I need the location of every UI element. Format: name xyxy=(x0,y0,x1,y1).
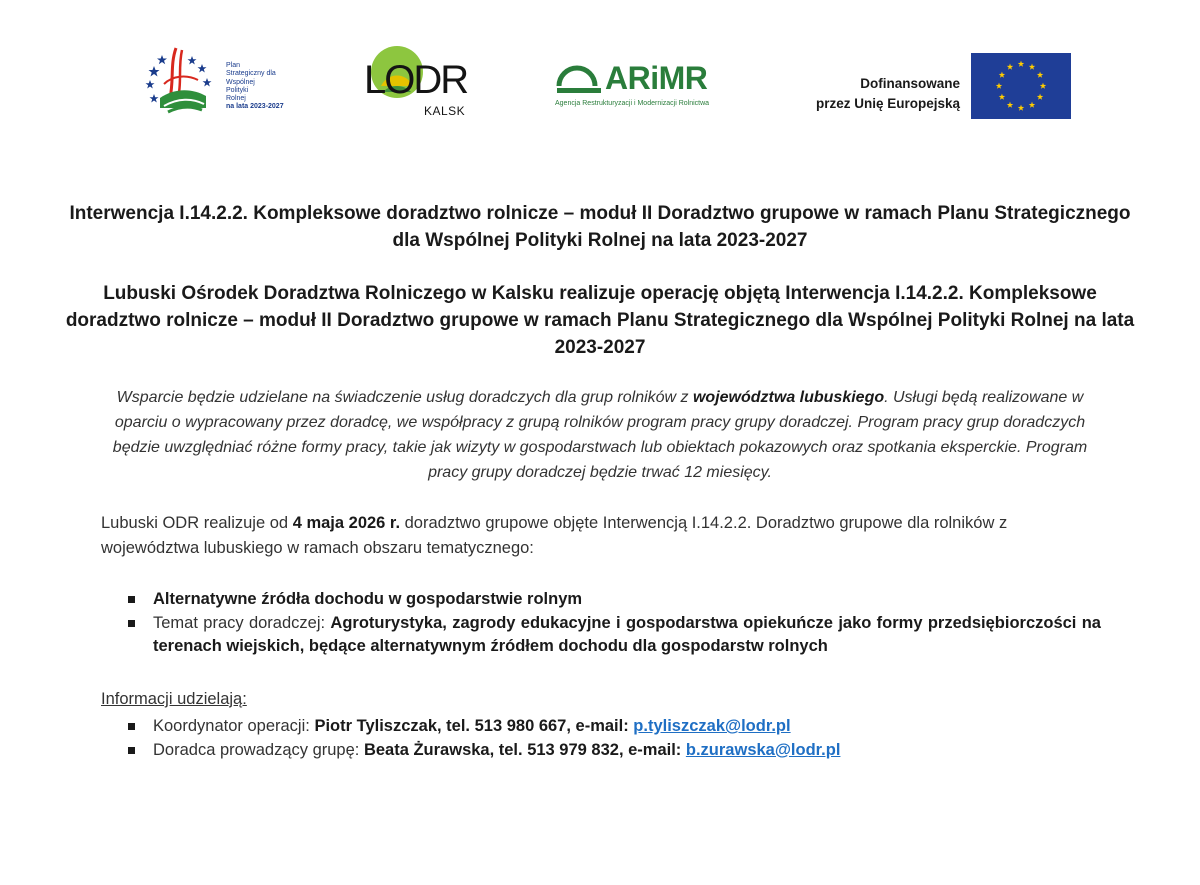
psp-text-line: Plan xyxy=(226,62,241,69)
psp-text-line: Polityki xyxy=(226,86,249,94)
contact-item xyxy=(101,715,1101,739)
intro-text: . Usługi będą realizowane w oparciu o wypracowany przez doradcę, we współpracy z grupą rolników program pracy grupy doradczej. Program pracy grup doradczych będzie uwzględniać różne formy pracy, takie jak wizyty w gospodarstwach lub obiektach pokazowych oraz spotkania eksperckie. Program pracy grupy doradczej będzie trwać 12 miesięcy. xyxy=(112,389,1088,481)
cofinancing-line: przez Unię Europejską xyxy=(815,96,960,111)
eu-flag-icon xyxy=(971,53,1071,119)
psp-text-line: Rolnej xyxy=(226,95,246,103)
contact-role: Doradca prowadzący grupę: xyxy=(153,740,364,759)
lodr-wordmark: LODR xyxy=(364,58,468,102)
cofinancing-line: Dofinansowane xyxy=(860,76,960,91)
start-date: 4 maja 2026 r. xyxy=(292,514,401,532)
arimr-subtitle: Agencja Restrukturyzacji i Modernizacji Rolnictwa xyxy=(555,100,710,107)
advisor-email-link[interactable]: b.zurawska@lodr.pl xyxy=(685,740,841,759)
cofinancing-text xyxy=(790,74,960,114)
lodr-logo xyxy=(360,42,475,122)
program-text: doradztwo grupowe objęte Interwencją I.14.2.2. Doradztwo grupowe dla rolników z województwa lubuskiego w ramach obszaru tematycznego: xyxy=(101,514,1008,557)
psp-emblem-icon xyxy=(140,40,220,120)
contact-item xyxy=(101,739,1101,763)
program-paragraph xyxy=(101,511,1101,561)
coordinator-email-link[interactable]: p.tyliszczak@lodr.pl xyxy=(633,717,791,735)
topic-description: Agroturystyka, zagrody edukacyjne i gospodarstwa opiekuńcze jako formy przedsiębiorczości na terenach wiejskich, będące alternatywnym źródłem dochodu dla gospodarstw rolnych xyxy=(153,613,1101,655)
arimr-emblem-icon xyxy=(555,62,605,98)
topic-title: Alternatywne źródła dochodu w gospodarstwie rolnym xyxy=(153,590,583,608)
psp-logo-text xyxy=(226,62,306,112)
logo-strip xyxy=(0,0,1200,140)
psp-text-line: Strategiczny dla xyxy=(226,70,276,78)
main-heading: Interwencja I.14.2.2. Kompleksowe doradztwo rolnicze – moduł II Doradztwo grupowe w ramach Planu Strategicznego dla Wspólnej Polityki Rolnej na lata 2023-2027 xyxy=(69,203,1131,251)
intro-region-bold: województwa lubuskiego xyxy=(692,389,885,406)
contact-details: Beata Żurawska, tel. 513 979 832, e-mail: xyxy=(363,740,686,759)
bullet-icon xyxy=(128,620,135,627)
intro-text: Wsparcie będzie udzielane na świadczenie usług doradczych dla grup rolników z xyxy=(116,389,693,406)
topic-item xyxy=(101,588,1101,612)
psp-text-line: Wspólnej xyxy=(226,78,255,86)
psp-text-line: na lata 2023-2027 xyxy=(226,103,284,111)
intro-paragraph xyxy=(95,385,1105,485)
lodr-subtitle: KALSK xyxy=(424,104,466,118)
bullet-icon xyxy=(128,596,135,603)
sub-heading: Lubuski Ośrodek Doradztwa Rolniczego w Kalsku realizuje operację objętą Interwencja I.14.2.2. Kompleksowe doradztwo rolnicze – moduł II Doradztwo grupowe w ramach Planu Strategicznego dla Wspólnej Polityki Rolnej na lata 2023-2027 xyxy=(65,283,1135,358)
arimr-wordmark: ARiMR xyxy=(605,60,708,96)
topic-label: Temat pracy doradczej: xyxy=(153,613,331,632)
bullet-icon xyxy=(128,723,135,730)
topics-list xyxy=(101,588,1101,659)
topic-item xyxy=(101,612,1101,659)
contact-role: Koordynator operacji: xyxy=(153,717,315,735)
psp-logo xyxy=(140,40,300,120)
contact-heading: Informacji udzielają: xyxy=(101,690,247,708)
contact-list xyxy=(101,715,1101,762)
contact-details: Piotr Tyliszczak, tel. 513 980 667, e-mail: xyxy=(314,717,634,735)
arimr-logo xyxy=(555,60,735,112)
program-text: Lubuski ODR realizuje od xyxy=(101,514,293,532)
bullet-icon xyxy=(128,747,135,754)
